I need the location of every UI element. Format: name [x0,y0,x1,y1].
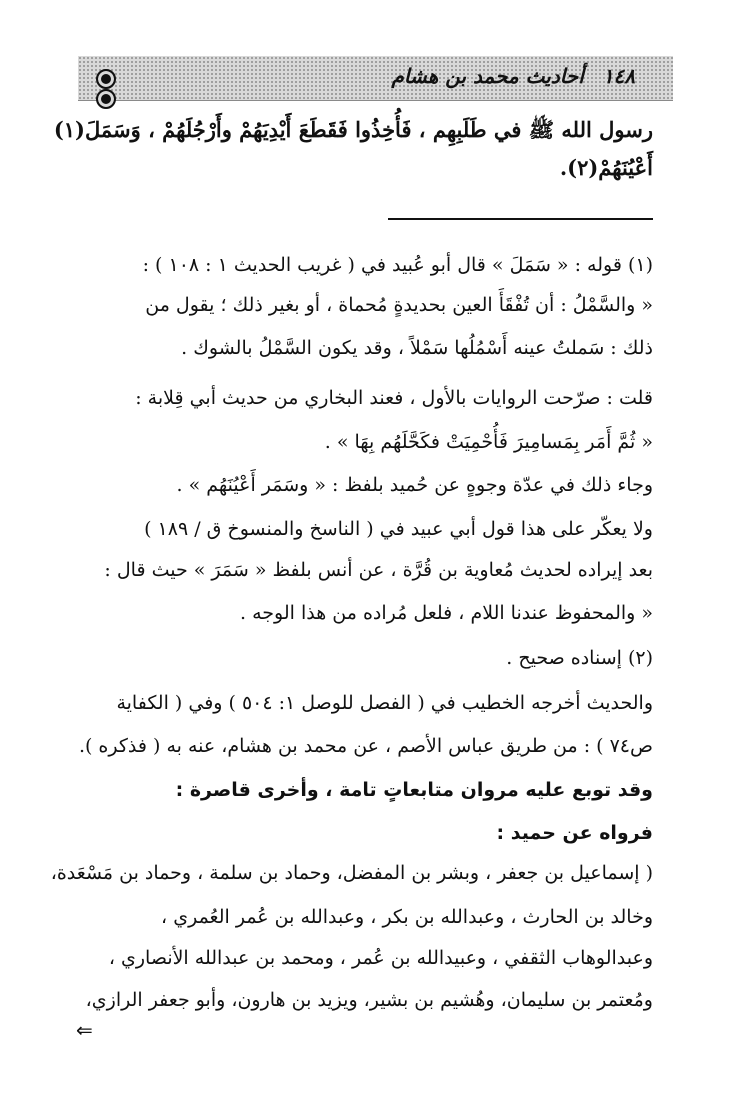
section-heading: وقد توبع عليه مروان متابعاتٍ تامة ، وأخرى قاصرة : [175,779,653,801]
section-heading: فرواه عن حميد : [496,822,653,844]
footnote-line: « والسَّمْلُ : أن تُفْقَأَ العين بحديدةٍ مُحماة ، أو بغير ذلك ؛ يقول من [145,294,653,316]
footnote-line: (٢) إسناده صحيح . [506,647,653,669]
page-number: ١٤٨ [602,64,635,88]
footnote-line: بعد إيراده لحديث مُعاوية بن قُرَّة ، عن أنس بلفظ « سَمَرَ » حيث قال : [104,559,653,581]
footnote-line: « والمحفوظ عندنا اللام ، فلعل مُراده من هذا الوجه . [240,602,653,624]
ornament-icon [96,68,136,88]
page-header [78,56,673,101]
footnote-line: ومُعتمر بن سليمان، وهُشيم بن بشير، ويزيد بن هارون، وأبو جعفر الرازي، [85,989,653,1011]
footnote-line: قلت : صرّحت الروايات بالأول ، فعند البخاري من حديث أبي قِلابة : [135,387,653,409]
footnote-line: ولا يعكّر على هذا قول أبي عبيد في ( الناسخ والمنسوخ ق / ١٨٩ ) [144,518,653,540]
header-title-text: أحاديث محمد بن هشام [391,64,584,88]
running-title [391,64,635,88]
footnote-line: وعبدالوهاب الثقفي ، وعبيدالله بن عُمر ، ومحمد بن عبدالله الأنصاري ، [108,947,653,969]
continued-arrow-icon: ⇐ [76,1018,93,1042]
footnote-line: وجاء ذلك في عدّة وجوهٍ عن حُميد بلفظ : « وسَمَر أَعْيُنَهُم » . [176,474,653,496]
footnote-line: ص٧٤ ) : من طريق عباس الأصم ، عن محمد بن هشام، عنه به ( فذكره ). [78,735,653,757]
footnote-line: (١) قوله : « سَمَلَ » قال أبو عُبيد في ( غريب الحديث ١ : ١٠٨ ) : [142,254,653,276]
footnote-line: والحديث أخرجه الخطيب في ( الفصل للوصل ١: ٥٠٤ ) وفي ( الكفاية [116,692,653,714]
main-text-line: أَعْيُنَهُمْ(٢). [559,155,653,180]
footnote-line: « ثُمَّ أَمَر بِمَسامِيرَ فَأُحْمِيَتْ فكَحَّلَهُم بِهَا » . [324,431,653,453]
footnote-line: وخالد بن الحارث ، وعبدالله بن بكر ، وعبدالله بن عُمر العُمري ، [161,906,653,928]
main-text-line: رسول الله ﷺ في طَلَبِهِم ، فَأُخِذُوا فَقَطَعَ أَيْدِيَهُمْ وأَرْجُلَهُمْ ، وَسَمَلَ(١) [53,117,653,142]
footnote-line: ( إسماعيل بن جعفر ، وبشر بن المفضل، وحماد بن سلمة ، وحماد بن مَسْعَدة، [50,862,653,884]
footnote-line: ذلك : سَملتُ عينه أَسْمُلُها سَمْلاً ، وقد يكون السَّمْلُ بالشوك . [181,337,653,359]
footnote-divider [388,218,653,220]
